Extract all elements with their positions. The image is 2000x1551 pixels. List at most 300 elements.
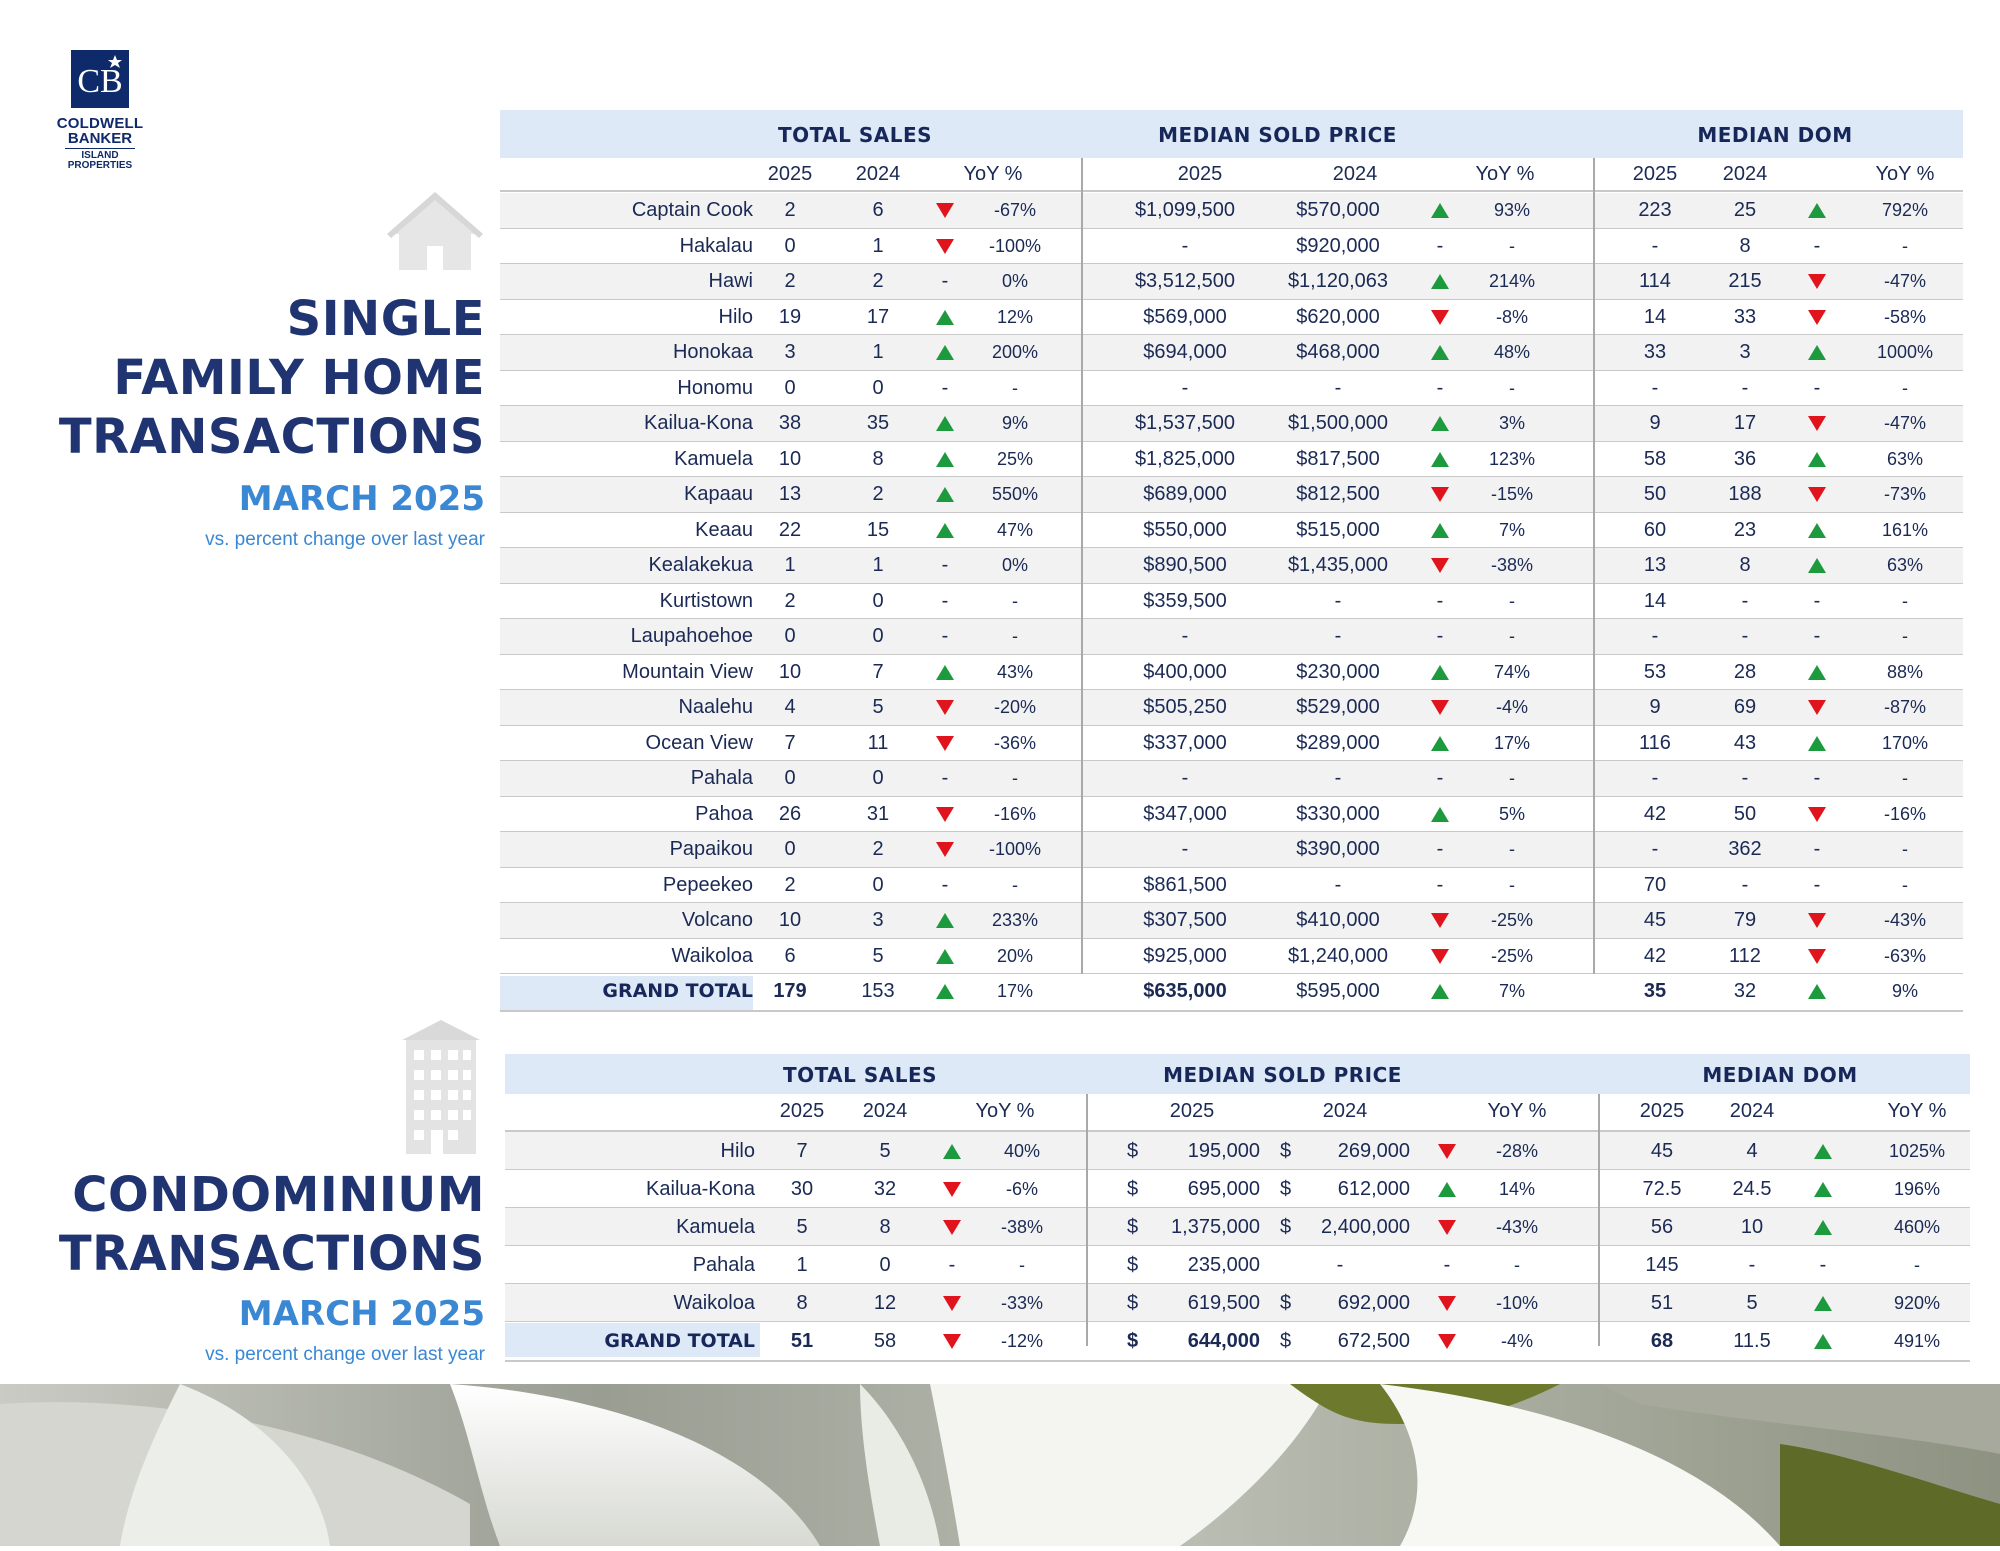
- condo-value: 40%: [1003, 1141, 1041, 1161]
- sfh-value: 2: [784, 589, 796, 612]
- condo-value: 5: [879, 1140, 891, 1162]
- down-arrow-icon: [1808, 913, 1826, 928]
- condo-value: -: [1514, 1255, 1520, 1275]
- sfh-header-rule: [500, 190, 1963, 192]
- sfh-value: -: [1651, 234, 1659, 257]
- sfh-total-value: 32: [1733, 980, 1757, 1002]
- up-arrow-icon: [1431, 807, 1449, 822]
- sfh-subheader: YoY %: [1875, 163, 1935, 185]
- sfh-value: 70: [1643, 873, 1667, 896]
- sfh-name: Mountain View: [622, 660, 753, 683]
- sfh-value: 8: [1739, 234, 1751, 257]
- down-arrow-icon: [1438, 1296, 1456, 1311]
- sfh-value: 200%: [991, 342, 1039, 362]
- sfh-row: [500, 726, 1963, 762]
- sfh-value: -: [1651, 838, 1659, 860]
- sfh-value: $817,500: [1296, 447, 1380, 470]
- sfh-name: Kealakekua: [648, 554, 753, 576]
- condo-currency: $: [1280, 1140, 1292, 1162]
- down-arrow-icon: [1431, 913, 1449, 928]
- condo-total-value: -4%: [1500, 1331, 1533, 1351]
- up-arrow-icon: [936, 487, 954, 502]
- condo-row: [505, 1170, 1970, 1208]
- sfh-subheader: 2024: [1722, 163, 1768, 185]
- sfh-value: 114: [1639, 270, 1671, 292]
- sfh-row: [500, 193, 1963, 229]
- sfh-value: 60: [1643, 518, 1667, 541]
- sfh-value: 47%: [996, 519, 1034, 540]
- sfh-value: 550%: [991, 484, 1039, 504]
- sfh-value: -: [1509, 377, 1515, 398]
- sfh-value: 43%: [996, 661, 1034, 682]
- condo-value: 45: [1650, 1140, 1674, 1162]
- sfh-value: 31: [866, 802, 890, 825]
- sfh-value: -: [1181, 234, 1189, 257]
- sfh-value: 10: [778, 660, 802, 683]
- down-arrow-icon: [1808, 310, 1826, 325]
- condo-value: 8: [796, 1292, 808, 1314]
- sfh-value: $3,512,500: [1134, 270, 1236, 292]
- sfh-value: $410,000: [1296, 909, 1380, 931]
- up-arrow-icon: [936, 949, 954, 964]
- condo-value: -6%: [1005, 1179, 1038, 1199]
- sfh-trend-dash: -: [1813, 376, 1821, 399]
- sfh-value: -: [1012, 768, 1018, 788]
- sfh-trend-dash: -: [1813, 873, 1821, 896]
- sfh-value: $550,000: [1143, 518, 1227, 541]
- sfh-value: -63%: [1883, 945, 1927, 966]
- sfh-value: 0%: [1001, 271, 1028, 291]
- condo-bottom-rule: [505, 1360, 1970, 1362]
- sfh-value: 10: [778, 447, 802, 470]
- down-arrow-icon: [943, 1334, 961, 1349]
- brand-logo: [40, 48, 160, 171]
- condo-col-divider: [1598, 1094, 1600, 1346]
- sfh-value: 1000%: [1876, 342, 1934, 362]
- sfh-value: 58: [1643, 447, 1667, 470]
- sfh-value: 5%: [1498, 803, 1525, 824]
- sfh-value: -: [1334, 767, 1342, 789]
- condo-currency: $: [1280, 1178, 1292, 1200]
- sfh-value: $390,000: [1296, 838, 1380, 860]
- up-arrow-icon: [1431, 345, 1449, 360]
- condo-building-icon: [400, 1018, 482, 1159]
- sfh-title-line-2: FAMILY HOME: [113, 350, 485, 406]
- sfh-total-value: $595,000: [1296, 980, 1380, 1002]
- sfh-value: 123%: [1488, 448, 1536, 469]
- down-arrow-icon: [936, 807, 954, 822]
- sfh-value: 15: [866, 518, 890, 541]
- sfh-row: [500, 832, 1963, 868]
- sfh-name: Volcano: [681, 909, 753, 931]
- sfh-total-value: 7%: [1498, 981, 1525, 1001]
- sfh-value: -: [1181, 767, 1189, 789]
- condo-value: 24.5: [1732, 1178, 1772, 1200]
- up-arrow-icon: [1814, 1144, 1832, 1159]
- sfh-value: 0: [872, 589, 884, 612]
- sfh-value: 14: [1643, 305, 1667, 328]
- sfh-value: -: [1902, 377, 1908, 398]
- sfh-trend-dash: -: [1436, 838, 1444, 860]
- up-arrow-icon: [1808, 665, 1826, 680]
- sfh-value: 215: [1728, 270, 1762, 292]
- sfh-trend-dash: -: [941, 589, 949, 612]
- condo-value: 1: [796, 1254, 808, 1276]
- down-arrow-icon: [936, 736, 954, 751]
- sfh-value: 88%: [1886, 661, 1924, 682]
- condo-subheader: 2025: [1639, 1100, 1685, 1122]
- sfh-value: 63%: [1886, 448, 1924, 469]
- sfh-row: [500, 477, 1963, 513]
- sfh-row: [500, 903, 1963, 939]
- sfh-value: $890,500: [1143, 554, 1227, 576]
- sfh-row: [500, 548, 1963, 584]
- sfh-value: 233%: [991, 910, 1039, 930]
- sfh-trend-dash: -: [941, 554, 949, 576]
- sfh-value: 1: [872, 234, 884, 257]
- condo-value: 30: [790, 1178, 814, 1200]
- sfh-total-value: 35: [1643, 980, 1667, 1002]
- condo-currency: $: [1127, 1254, 1139, 1276]
- sfh-value: 0: [784, 376, 796, 399]
- up-arrow-icon: [943, 1144, 961, 1159]
- sfh-value: 2: [872, 838, 884, 860]
- down-arrow-icon: [936, 842, 954, 857]
- condo-value: -38%: [1000, 1217, 1044, 1237]
- sfh-value: $689,000: [1143, 483, 1227, 505]
- condo-currency: $: [1127, 1216, 1139, 1238]
- sfh-value: 22: [778, 518, 802, 541]
- sfh-value: 7%: [1498, 519, 1525, 540]
- sfh-trend-dash: -: [1813, 234, 1821, 257]
- sfh-value: -8%: [1495, 306, 1528, 327]
- sfh-value: $289,000: [1296, 731, 1380, 754]
- condo-row: [505, 1246, 1970, 1284]
- sfh-row: [500, 797, 1963, 833]
- condo-total-value: 51: [790, 1330, 814, 1352]
- condo-total-value: 11.5: [1733, 1330, 1771, 1352]
- sfh-value: -: [1902, 874, 1908, 895]
- sfh-value: 188: [1728, 483, 1762, 505]
- sfh-name: Pahala: [690, 767, 753, 789]
- sfh-value: -: [1902, 839, 1908, 859]
- condo-heading: [0, 1166, 485, 1366]
- condo-total-value: -12%: [1000, 1331, 1044, 1351]
- sfh-trend-dash: -: [941, 625, 949, 647]
- up-arrow-icon: [1431, 665, 1449, 680]
- sfh-name: Hilo: [718, 305, 753, 328]
- sfh-trend-dash: -: [1813, 625, 1821, 647]
- up-arrow-icon: [936, 913, 954, 928]
- up-arrow-icon: [1431, 984, 1449, 999]
- condo-currency: $: [1127, 1292, 1139, 1314]
- sfh-total-row: [500, 974, 1963, 1010]
- brand-line-4: PROPERTIES: [67, 160, 133, 171]
- sfh-value: $515,000: [1296, 518, 1380, 541]
- condo-price-2024: 2,400,000: [1321, 1216, 1410, 1238]
- condo-total-value: 58: [873, 1330, 897, 1352]
- sfh-value: 362: [1728, 838, 1762, 860]
- sfh-subheader: YoY %: [963, 163, 1023, 185]
- sfh-value: -: [1334, 625, 1342, 647]
- sfh-heading: [0, 290, 485, 551]
- condo-subheader: YoY %: [975, 1100, 1035, 1122]
- sfh-value: 214%: [1488, 271, 1536, 291]
- sfh-value: -73%: [1883, 484, 1927, 504]
- sfh-value: 8: [872, 447, 884, 470]
- sfh-value: -: [1741, 873, 1749, 896]
- sfh-value: 3%: [1498, 413, 1525, 433]
- sfh-subheader: 2025: [767, 163, 813, 185]
- sfh-name: Captain Cook: [631, 199, 753, 221]
- sfh-value: -: [1902, 590, 1908, 611]
- sfh-total-value: 179: [773, 980, 807, 1002]
- sfh-total-value: 153: [861, 980, 895, 1002]
- sfh-value: $1,435,000: [1287, 554, 1389, 576]
- sfh-value: $1,120,063: [1287, 270, 1389, 292]
- sfh-name: Naalehu: [678, 696, 753, 718]
- sfh-value: 13: [1643, 554, 1667, 576]
- sfh-title-line-3: TRANSACTIONS: [58, 409, 485, 465]
- sfh-value: 792%: [1881, 200, 1929, 220]
- sfh-name: Honomu: [677, 376, 753, 399]
- up-arrow-icon: [1808, 736, 1826, 751]
- up-arrow-icon: [1814, 1220, 1832, 1235]
- condo-price-2025: 1,375,000: [1171, 1216, 1260, 1238]
- sfh-trend-dash: -: [1436, 234, 1444, 257]
- sfh-trend-dash: -: [1436, 767, 1444, 789]
- condo-price-2024: 692,000: [1337, 1292, 1410, 1314]
- sfh-value: -: [1181, 625, 1189, 647]
- sfh-name: Pahoa: [695, 802, 753, 825]
- sfh-value: $529,000: [1296, 696, 1380, 718]
- down-arrow-icon: [943, 1220, 961, 1235]
- sfh-value: 1: [784, 554, 796, 576]
- condo-price-2025: 619,500: [1187, 1292, 1260, 1314]
- sfh-bottom-rule: [500, 1010, 1963, 1012]
- sfh-value: -47%: [1883, 271, 1927, 291]
- sfh-value: 45: [1643, 909, 1667, 931]
- down-arrow-icon: [1438, 1334, 1456, 1349]
- sfh-value: 2: [784, 873, 796, 896]
- sfh-trend-dash: -: [1813, 589, 1821, 612]
- condo-trend-dash: -: [948, 1254, 956, 1276]
- condo-name: Hilo: [720, 1140, 755, 1162]
- sfh-value: 42: [1643, 944, 1667, 967]
- up-arrow-icon: [936, 452, 954, 467]
- sfh-row: [500, 335, 1963, 371]
- sfh-value: 0: [872, 873, 884, 896]
- down-arrow-icon: [1431, 949, 1449, 964]
- condo-subheader: 2024: [1322, 1100, 1368, 1122]
- sfh-trend-dash: -: [1436, 376, 1444, 399]
- sfh-value: 112: [1729, 944, 1761, 967]
- condo-total-value: 68: [1650, 1330, 1674, 1352]
- sfh-total-value: 17%: [996, 981, 1034, 1001]
- sfh-value: -58%: [1883, 306, 1927, 327]
- condo-total-name: GRAND TOTAL: [604, 1330, 755, 1352]
- sfh-value: -43%: [1883, 910, 1927, 930]
- sfh-value: 12%: [996, 306, 1034, 327]
- down-arrow-icon: [1431, 700, 1449, 715]
- condo-value: -28%: [1495, 1141, 1539, 1161]
- sfh-value: -36%: [993, 732, 1037, 753]
- condo-currency: $: [1280, 1292, 1292, 1314]
- sfh-table: [500, 110, 1963, 1010]
- sfh-value: 7: [872, 660, 884, 683]
- condo-name: Kailua-Kona: [646, 1178, 755, 1200]
- sfh-value: $620,000: [1296, 305, 1380, 328]
- sfh-value: -: [1012, 377, 1018, 398]
- sfh-value: -16%: [993, 803, 1037, 824]
- sfh-value: $694,000: [1143, 341, 1227, 363]
- house-icon: [385, 190, 485, 277]
- sfh-subheader: 2025: [1177, 163, 1223, 185]
- sfh-value: 69: [1733, 696, 1757, 718]
- up-arrow-icon: [1808, 558, 1826, 573]
- down-arrow-icon: [943, 1182, 961, 1197]
- sfh-value: -: [1509, 839, 1515, 859]
- sfh-row: [500, 300, 1963, 336]
- sfh-subheader: YoY %: [1475, 163, 1535, 185]
- sfh-value: 33: [1643, 341, 1667, 363]
- sfh-value: -: [1902, 768, 1908, 788]
- sfh-trend-dash: -: [1436, 873, 1444, 896]
- sfh-name: Kurtistown: [659, 589, 753, 612]
- sfh-value: 0: [784, 234, 796, 257]
- sfh-value: 10: [778, 909, 802, 931]
- sfh-group-header: MEDIAN SOLD PRICE: [1158, 123, 1397, 147]
- sfh-trend-dash: -: [941, 376, 949, 399]
- condo-subtitle: vs. percent change over last year: [205, 1344, 485, 1365]
- sfh-value: 9%: [1001, 413, 1028, 433]
- up-arrow-icon: [1438, 1182, 1456, 1197]
- sfh-row: [500, 442, 1963, 478]
- sfh-name: Kapaau: [684, 483, 753, 505]
- sfh-row: [500, 868, 1963, 904]
- sfh-value: -25%: [1490, 945, 1534, 966]
- sfh-value: 2: [784, 199, 796, 221]
- sfh-name: Hakalau: [679, 234, 753, 257]
- sfh-value: -4%: [1495, 697, 1528, 717]
- sfh-value: $230,000: [1296, 660, 1380, 683]
- sfh-value: 7: [784, 731, 796, 754]
- down-arrow-icon: [936, 203, 954, 218]
- sfh-value: 5: [872, 944, 884, 967]
- sfh-value: 63%: [1886, 555, 1924, 575]
- sfh-value: 42: [1643, 802, 1667, 825]
- sfh-value: $569,000: [1143, 305, 1227, 328]
- sfh-value: 6: [872, 199, 884, 221]
- condo-value: 51: [1650, 1292, 1674, 1314]
- condo-value: 5: [796, 1216, 808, 1238]
- condo-price-2025: 235,000: [1187, 1254, 1260, 1276]
- sfh-value: 50: [1733, 802, 1757, 825]
- sfh-value: 0: [872, 625, 884, 647]
- condo-currency: $: [1127, 1178, 1139, 1200]
- sfh-value: -25%: [1490, 910, 1534, 930]
- condo-table: [505, 1054, 1970, 1364]
- condo-total-price-2024: 672,500: [1337, 1330, 1410, 1352]
- sfh-name: Waikoloa: [671, 944, 753, 967]
- sfh-value: -: [1509, 768, 1515, 788]
- up-arrow-icon: [936, 665, 954, 680]
- sfh-value: -: [1902, 235, 1908, 256]
- sfh-title-line-1: SINGLE: [286, 291, 485, 347]
- svg-text:CB: CB: [77, 63, 123, 100]
- condo-price-2024: 269,000: [1337, 1140, 1410, 1162]
- condo-value: 196%: [1893, 1179, 1941, 1199]
- sfh-group-header: TOTAL SALES: [777, 123, 933, 147]
- sfh-row: [500, 584, 1963, 620]
- sfh-value: 17: [866, 305, 890, 328]
- condo-value: 145: [1645, 1254, 1679, 1276]
- down-arrow-icon: [1438, 1220, 1456, 1235]
- condo-value: -33%: [1000, 1293, 1044, 1313]
- sfh-value: $1,240,000: [1287, 944, 1389, 967]
- down-arrow-icon: [1438, 1144, 1456, 1159]
- sfh-value: 170%: [1881, 732, 1929, 753]
- condo-value: 8: [879, 1216, 891, 1238]
- sfh-value: -: [1741, 767, 1749, 789]
- condo-value: 10: [1740, 1216, 1764, 1238]
- sfh-value: 33: [1733, 305, 1757, 328]
- sfh-row: [500, 406, 1963, 442]
- condo-trend-dash: -: [1443, 1254, 1451, 1276]
- sfh-value: 74%: [1493, 661, 1531, 682]
- up-arrow-icon: [936, 310, 954, 325]
- down-arrow-icon: [1808, 807, 1826, 822]
- sfh-value: 8: [1739, 554, 1751, 576]
- condo-price-2024: 612,000: [1337, 1178, 1410, 1200]
- sfh-value: 25%: [996, 448, 1034, 469]
- condo-trend-dash: -: [1819, 1254, 1827, 1276]
- up-arrow-icon: [936, 523, 954, 538]
- sfh-name: Kailua-Kona: [644, 412, 753, 434]
- sfh-value: 0: [784, 838, 796, 860]
- sfh-value: 38: [778, 412, 802, 434]
- condo-total-price-2025: 644,000: [1187, 1330, 1260, 1352]
- sfh-value: -: [1012, 590, 1018, 611]
- sfh-value: -100%: [988, 839, 1042, 859]
- up-arrow-icon: [936, 345, 954, 360]
- sfh-value: 48%: [1493, 342, 1531, 362]
- condo-group-header: TOTAL SALES: [782, 1063, 938, 1087]
- sfh-value: -47%: [1883, 413, 1927, 433]
- sfh-row: [500, 371, 1963, 407]
- sfh-row: [500, 229, 1963, 265]
- sfh-value: -: [1741, 625, 1749, 647]
- down-arrow-icon: [1431, 487, 1449, 502]
- sfh-value: -: [1509, 235, 1515, 256]
- brand-divider: [65, 148, 135, 149]
- sfh-value: 5: [872, 696, 884, 718]
- up-arrow-icon: [1814, 1334, 1832, 1349]
- condo-value: 5: [1746, 1292, 1758, 1314]
- condo-currency: $: [1280, 1216, 1292, 1238]
- down-arrow-icon: [936, 239, 954, 254]
- sfh-value: 93%: [1493, 200, 1531, 220]
- sfh-value: 17%: [1493, 732, 1531, 753]
- condo-name: Pahala: [692, 1254, 755, 1276]
- up-arrow-icon: [1814, 1296, 1832, 1311]
- cb-monogram-icon: [69, 48, 131, 110]
- condo-row: [505, 1132, 1970, 1170]
- sfh-value: -: [1509, 626, 1515, 646]
- sfh-name: Pepeekeo: [662, 873, 753, 896]
- condo-name: Kamuela: [676, 1216, 755, 1238]
- sfh-value: 4: [784, 696, 796, 718]
